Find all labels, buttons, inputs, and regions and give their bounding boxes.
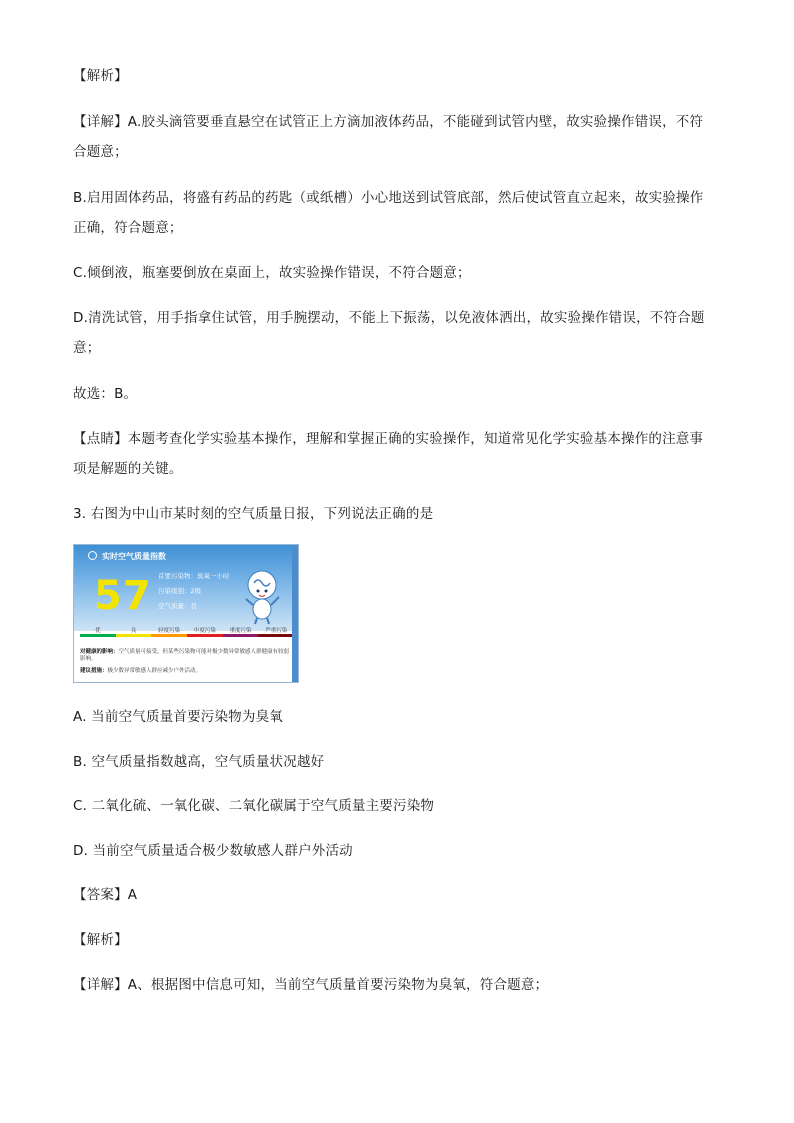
detail-line: 正确，符合题意； bbox=[73, 220, 183, 236]
detail-line: 【详解】A.胶头滴管要垂直悬空在试管正上方滴加液体药品，不能碰到试管内壁，故实验操作错误，不符 bbox=[73, 114, 704, 130]
scale-label: 轻度污染 bbox=[158, 628, 181, 634]
conclusion-line: 故选：B。 bbox=[73, 386, 138, 402]
aqi-scale-labels bbox=[80, 626, 294, 634]
scale-label: 良 bbox=[130, 628, 137, 634]
comment-line: 【点睛】本题考查化学实验基本操作，理解和掌握正确的实验操作，知道常见化学实验基本操作的注意事 bbox=[73, 431, 704, 447]
scale-segment bbox=[151, 634, 187, 637]
detail-line: 意； bbox=[73, 340, 101, 356]
question-3-stem: 3. 右图为中山市某时刻的空气质量日报，下列说法正确的是 bbox=[73, 506, 434, 522]
aqi-value: 57 bbox=[94, 573, 152, 619]
air-quality-report-image bbox=[73, 544, 299, 683]
aqi-level: 污染级别：2级 bbox=[158, 587, 202, 595]
answer-line: 【答案】A bbox=[73, 887, 138, 903]
advice-text: 极少数异常敏感人群应减少户外活动。 bbox=[107, 668, 202, 674]
scale-segment bbox=[116, 634, 152, 637]
aqi-quality: 空气质量：良 bbox=[158, 602, 197, 610]
info-icon bbox=[88, 551, 97, 560]
detail-line: 合题意； bbox=[73, 144, 128, 160]
aqi-primary-pollutant: 首要污染物：臭氧一小时 bbox=[158, 572, 230, 580]
scale-label: 重度污染 bbox=[229, 628, 252, 634]
scale-label: 优 bbox=[95, 628, 101, 634]
scale-segment bbox=[80, 634, 116, 637]
aqi-scale-bar bbox=[80, 634, 294, 637]
scale-segment bbox=[187, 634, 223, 637]
health-label: 对健康的影响： bbox=[80, 649, 119, 655]
scale-segment bbox=[223, 634, 259, 637]
aqi-header bbox=[74, 545, 298, 631]
option-c: C. 二氧化硫、一氧化碳、二氧化碳属于空气质量主要污染物 bbox=[73, 798, 435, 814]
detail-line: C.倾倒液，瓶塞要倒放在桌面上，故实验操作错误，不符合题意； bbox=[73, 265, 471, 281]
explanation-heading: 【解析】 bbox=[73, 68, 128, 84]
card-edge bbox=[292, 545, 298, 682]
analysis-heading: 【解析】 bbox=[73, 932, 128, 948]
detail-line: 【详解】A、根据图中信息可知，当前空气质量首要污染物为臭氧，符合题意； bbox=[73, 977, 549, 993]
aqi-health-note bbox=[80, 649, 294, 663]
health-text: 空气质量可接受，但某些污染物可能对极少数异常敏感人群健康有较弱影响。 bbox=[80, 649, 290, 662]
mascot-icon bbox=[240, 567, 288, 625]
option-a: A. 当前空气质量首要污染物为臭氧 bbox=[73, 709, 283, 725]
aqi-advice-note bbox=[80, 668, 294, 675]
scale-label: 严重污染 bbox=[265, 628, 288, 634]
advice-label: 建议措施： bbox=[80, 668, 108, 674]
option-b: B. 空气质量指数越高，空气质量状况越好 bbox=[73, 754, 325, 770]
scale-segment bbox=[258, 634, 294, 637]
detail-line: B.启用固体药品，将盛有药品的药匙（或纸槽）小心地送到试管底部，然后使试管直立起来，故实验操作 bbox=[73, 190, 704, 206]
detail-line: D.清洗试管，用手指拿住试管，用手腕摆动，不能上下振荡，以免液体洒出，故实验操作错误，不符合题 bbox=[73, 310, 705, 326]
option-d: D. 当前空气质量适合极少数敏感人群户外活动 bbox=[73, 843, 353, 859]
comment-line: 项是解题的关键。 bbox=[73, 461, 183, 477]
aqi-title: 实时空气质量指数 bbox=[102, 552, 166, 561]
scale-label: 中度污染 bbox=[193, 628, 216, 634]
